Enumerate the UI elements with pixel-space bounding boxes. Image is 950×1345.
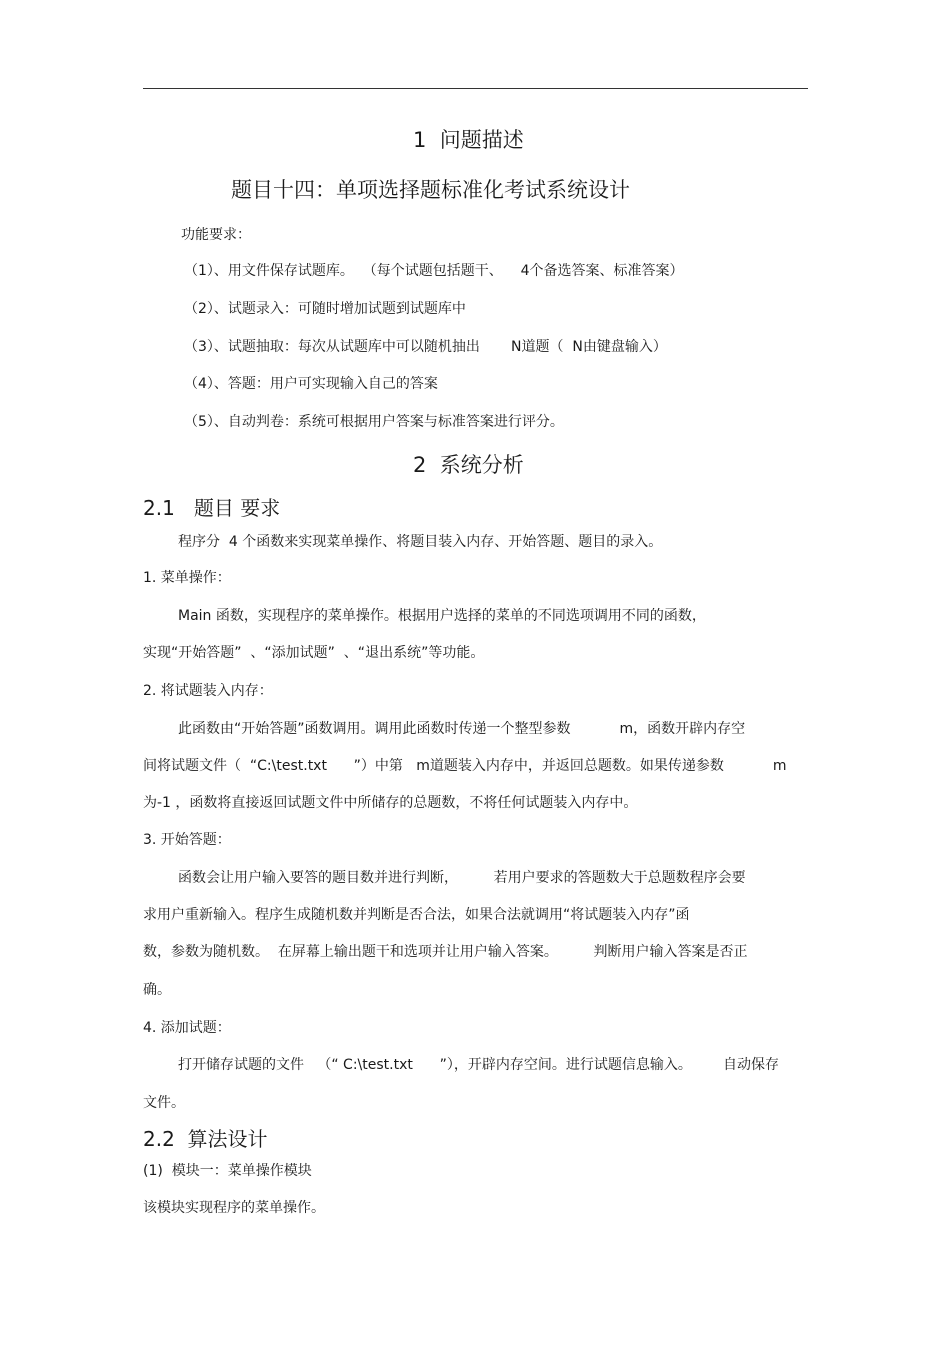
- paragraph-line: 1. 菜单操作：: [143, 570, 231, 586]
- paragraph-line: (1) 模块一：菜单操作模块: [143, 1163, 312, 1179]
- header-rule: [143, 88, 808, 89]
- paragraph-line: 确。: [143, 982, 171, 998]
- subsection-2-1-heading: 2.1 题目 要求: [143, 496, 281, 520]
- paragraph-line: 4. 添加试题：: [143, 1020, 231, 1036]
- paragraph-line: 数，参数为随机数。 在屏幕上输出题干和选项并让用户输入答案。 判断用户输入答案是否正: [143, 944, 748, 960]
- paragraph-line: 函数会让用户输入要答的题目数并进行判断， 若用户要求的答题数大于总题数程序会要: [178, 870, 746, 886]
- subsection-2-2-heading: 2.2 算法设计: [143, 1127, 268, 1151]
- requirement-item: （5）、自动判卷：系统可根据用户答案与标准答案进行评分。: [184, 414, 564, 430]
- requirement-item: （2）、试题录入：可随时增加试题到试题库中: [184, 301, 466, 317]
- section-1-heading: 1 问题描述: [413, 128, 524, 152]
- requirement-item: （4）、答题：用户可实现输入自己的答案: [184, 376, 438, 392]
- paragraph-line: 程序分 4 个函数来实现菜单操作、将题目装入内存、开始答题、题目的录入。: [178, 534, 663, 550]
- paragraph-line: 该模块实现程序的菜单操作。: [143, 1200, 325, 1216]
- paragraph-line: 文件。: [143, 1095, 185, 1111]
- paragraph-line: 3. 开始答题：: [143, 832, 231, 848]
- requirements-intro: 功能要求：: [181, 227, 251, 243]
- section-2-heading: 2 系统分析: [413, 453, 524, 477]
- paragraph-line: 实现“开始答题” 、“添加试题” 、“退出系统”等功能。: [143, 645, 485, 661]
- paragraph-line: 间将试题文件（ “C:\test.txt ”）中第 m道题装入内存中，并返回总题数。如果传递参数 m: [143, 758, 787, 774]
- topic-title: 题目十四：单项选择题标准化考试系统设计: [231, 178, 630, 202]
- requirement-item: （3）、试题抽取：每次从试题库中可以随机抽出 N道题（ N由键盘输入）: [184, 339, 667, 355]
- paragraph-line: 2. 将试题装入内存：: [143, 683, 273, 699]
- paragraph-line: Main 函数，实现程序的菜单操作。根据用户选择的菜单的不同选项调用不同的函数，: [178, 608, 706, 624]
- paragraph-line: 打开储存试题的文件 （“ C:\test.txt ”），开辟内存空间。进行试题信息输入。 自动保存: [178, 1057, 779, 1073]
- requirement-item: （1）、用文件保存试题库。 （每个试题包括题干、 4个备选答案、标准答案）: [184, 263, 684, 279]
- paragraph-line: 为-1 ，函数将直接返回试题文件中所储存的总题数，不将任何试题装入内存中。: [143, 795, 638, 811]
- paragraph-line: 求用户重新输入。程序生成随机数并判断是否合法，如果合法就调用“将试题装入内存”函: [143, 907, 690, 923]
- paragraph-line: 此函数由“开始答题”函数调用。调用此函数时传递一个整型参数 m，函数开辟内存空: [178, 721, 746, 737]
